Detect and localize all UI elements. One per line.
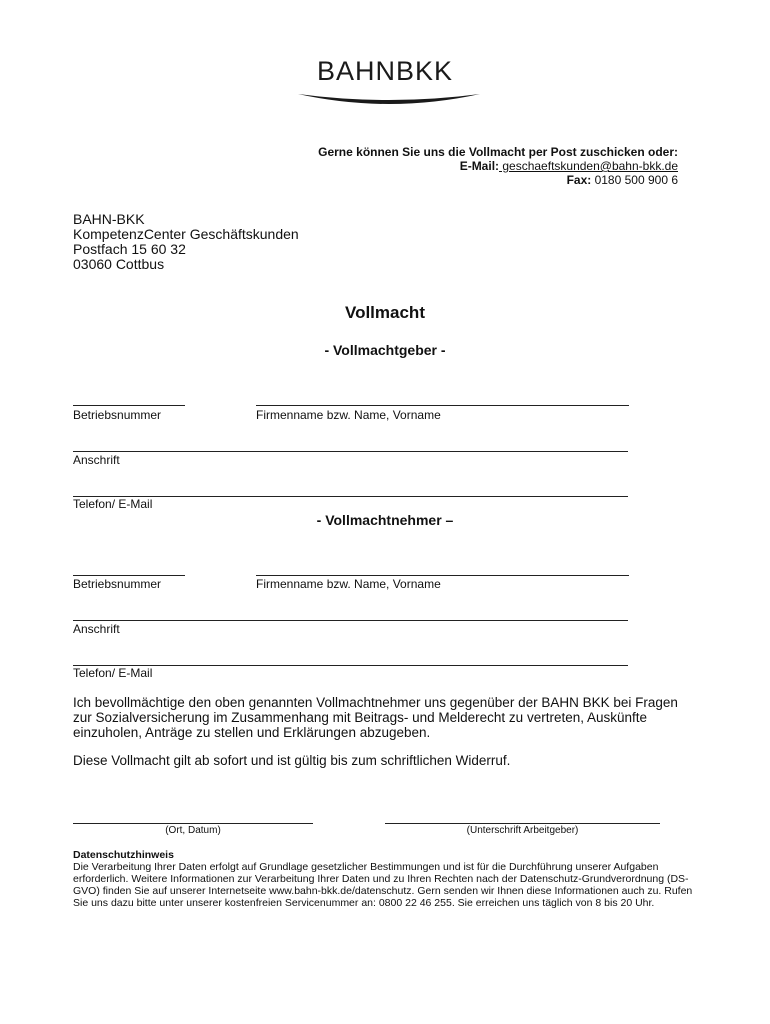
- grantee-betriebsnummer-field[interactable]: [73, 575, 185, 576]
- recipient-address: BAHN-BKK KompetenzCenter Geschäftskunden Postfach 15 60 32 03060 Cottbus: [73, 211, 299, 272]
- grantor-telefon-field[interactable]: [73, 496, 628, 497]
- grantee-anschrift-label: Anschrift: [73, 622, 120, 636]
- contact-intro: Gerne können Sie uns die Vollmacht per Post zuschicken oder:: [318, 145, 678, 159]
- grantee-firmenname-field[interactable]: [256, 575, 629, 576]
- document-title: Vollmacht: [345, 303, 425, 322]
- grantor-betriebsnummer-field[interactable]: [73, 405, 185, 406]
- grantee-betriebsnummer-label: Betriebsnummer: [73, 577, 162, 591]
- grantee-telefon-field[interactable]: [73, 665, 628, 666]
- privacy-text: Die Verarbeitung Ihrer Daten erfolgt auf Grundlage gesetzlicher Bestimmungen und ist für die Durchführung unserer Aufgaben erforderlich. Weitere Informationen zur Verarbeitung Ihrer Daten und zu Ihren Rechten nach der Datenschutz-Grundverordnung (DS-GVO) finden Sie auf unserer Internetseite www.bahn-bkk.de/datenschutz. Gern senden wir Ihnen diese Informationen auch zu. Rufen Sie uns dazu bitte unter unserer kostenfreien Servicenummer an: 0800 22 46 255. Sie erreichen uns täglich von 8 bis 20 Uhr.: [73, 861, 693, 909]
- grantor-firmenname-label: Firmenname bzw. Name, Vorname: [256, 408, 441, 422]
- authorization-paragraph: Ich bevollmächtige den oben genannten Vollmachtnehmer uns gegenüber der BAHN BKK bei Fragen zur Sozialversicherung im Zusammenhang mit Beitrags- und Melderecht zu vertreten, Auskünfte einzuholen, Anträge zu stellen und Erklärungen abzugeben.: [73, 695, 678, 740]
- grantee-telefon-label: Telefon/ E-Mail: [73, 666, 153, 680]
- place-date-label: (Ort, Datum): [165, 825, 221, 836]
- privacy-heading: Datenschutzhinweis: [73, 849, 174, 861]
- validity-paragraph: Diese Vollmacht gilt ab sofort und ist gültig bis zum schriftlichen Widerruf.: [73, 753, 511, 768]
- grantor-betriebsnummer-label: Betriebsnummer: [73, 408, 162, 422]
- section-heading-grantee: - Vollmachtnehmer –: [316, 512, 454, 528]
- employer-signature-label: (Unterschrift Arbeitgeber): [466, 825, 579, 836]
- grantor-anschrift-field[interactable]: [73, 451, 628, 452]
- grantor-firmenname-field[interactable]: [256, 405, 629, 406]
- grantee-firmenname-label: Firmenname bzw. Name, Vorname: [256, 577, 441, 591]
- bahn-bkk-logo: BAHNBKK: [316, 56, 454, 86]
- contact-fax: Fax: 0180 500 900 6: [566, 173, 678, 187]
- section-heading-grantor: - Vollmachtgeber -: [324, 342, 446, 358]
- grantee-anschrift-field[interactable]: [73, 620, 628, 621]
- email-link[interactable]: geschaeftskunden@bahn-bkk.de: [499, 159, 678, 173]
- logo-swoosh-icon: [296, 88, 482, 110]
- place-date-field[interactable]: [73, 823, 313, 824]
- grantor-anschrift-label: Anschrift: [73, 453, 120, 467]
- grantor-telefon-label: Telefon/ E-Mail: [73, 497, 153, 511]
- contact-email: E-Mail: geschaeftskunden@bahn-bkk.de: [459, 159, 678, 173]
- employer-signature-field[interactable]: [385, 823, 660, 824]
